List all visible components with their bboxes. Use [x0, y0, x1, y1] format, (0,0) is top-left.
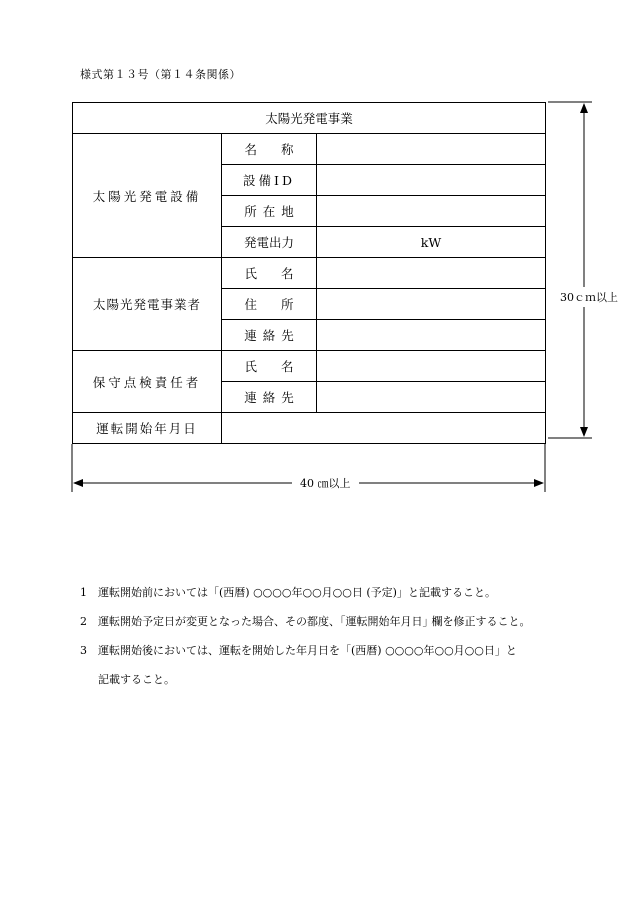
facility-name-value[interactable]: [317, 134, 546, 165]
facility-group-label: 太陽光発電設備: [73, 134, 222, 258]
width-dimension-label: 40 ㎝以上: [292, 475, 359, 491]
note-item: [80, 586, 580, 600]
maintenance-name-value[interactable]: [317, 351, 546, 382]
note-text: 運転開始後においては、運転を開始した年月日を「(西暦) ○○○○年○○月○○日」と: [98, 644, 517, 657]
operator-contact-value[interactable]: [317, 320, 546, 351]
maintenance-contact-label: 連絡先: [222, 382, 317, 413]
facility-id-label: 設備ID: [222, 165, 317, 196]
facility-id-value[interactable]: [317, 165, 546, 196]
note-item: [80, 644, 580, 687]
maintenance-contact-value[interactable]: [317, 382, 546, 413]
note-number: 3: [80, 644, 87, 657]
facility-location-label: 所在地: [222, 196, 317, 227]
operator-name-label: 氏名: [222, 258, 317, 289]
facility-output-label: 発電出力: [222, 227, 317, 258]
note-continuation: 記載すること。: [98, 673, 175, 686]
notes-list: [80, 586, 580, 702]
height-dimension-label: 30ｃｍ以上: [560, 287, 618, 307]
operator-address-value[interactable]: [317, 289, 546, 320]
sign-header: 太陽光発電事業: [73, 103, 546, 134]
operator-name-value[interactable]: [317, 258, 546, 289]
facility-location-value[interactable]: [317, 196, 546, 227]
maintenance-group-label: 保守点検責任者: [73, 351, 222, 413]
form-number: 様式第１３号（第１４条関係）: [80, 68, 241, 81]
start-date-label: 運転開始年月日: [73, 413, 222, 444]
facility-output-value[interactable]: kW: [317, 227, 546, 258]
sign-board-table: [72, 102, 546, 444]
facility-name-label: 名称: [222, 134, 317, 165]
operator-address-label: 住所: [222, 289, 317, 320]
operator-contact-label: 連絡先: [222, 320, 317, 351]
note-number: 1: [80, 586, 87, 599]
note-number: 2: [80, 615, 87, 628]
operator-group-label: 太陽光発電事業者: [73, 258, 222, 351]
note-text: 運転開始予定日が変更となった場合、その都度、｢運転開始年月日｣ 欄を修正すること。: [98, 615, 531, 628]
maintenance-name-label: 氏名: [222, 351, 317, 382]
note-text: 運転開始前においては「(西暦) ○○○○年○○月○○日 (予定)」と記載すること。: [98, 586, 496, 599]
note-item: [80, 615, 580, 629]
start-date-value[interactable]: [222, 413, 546, 444]
